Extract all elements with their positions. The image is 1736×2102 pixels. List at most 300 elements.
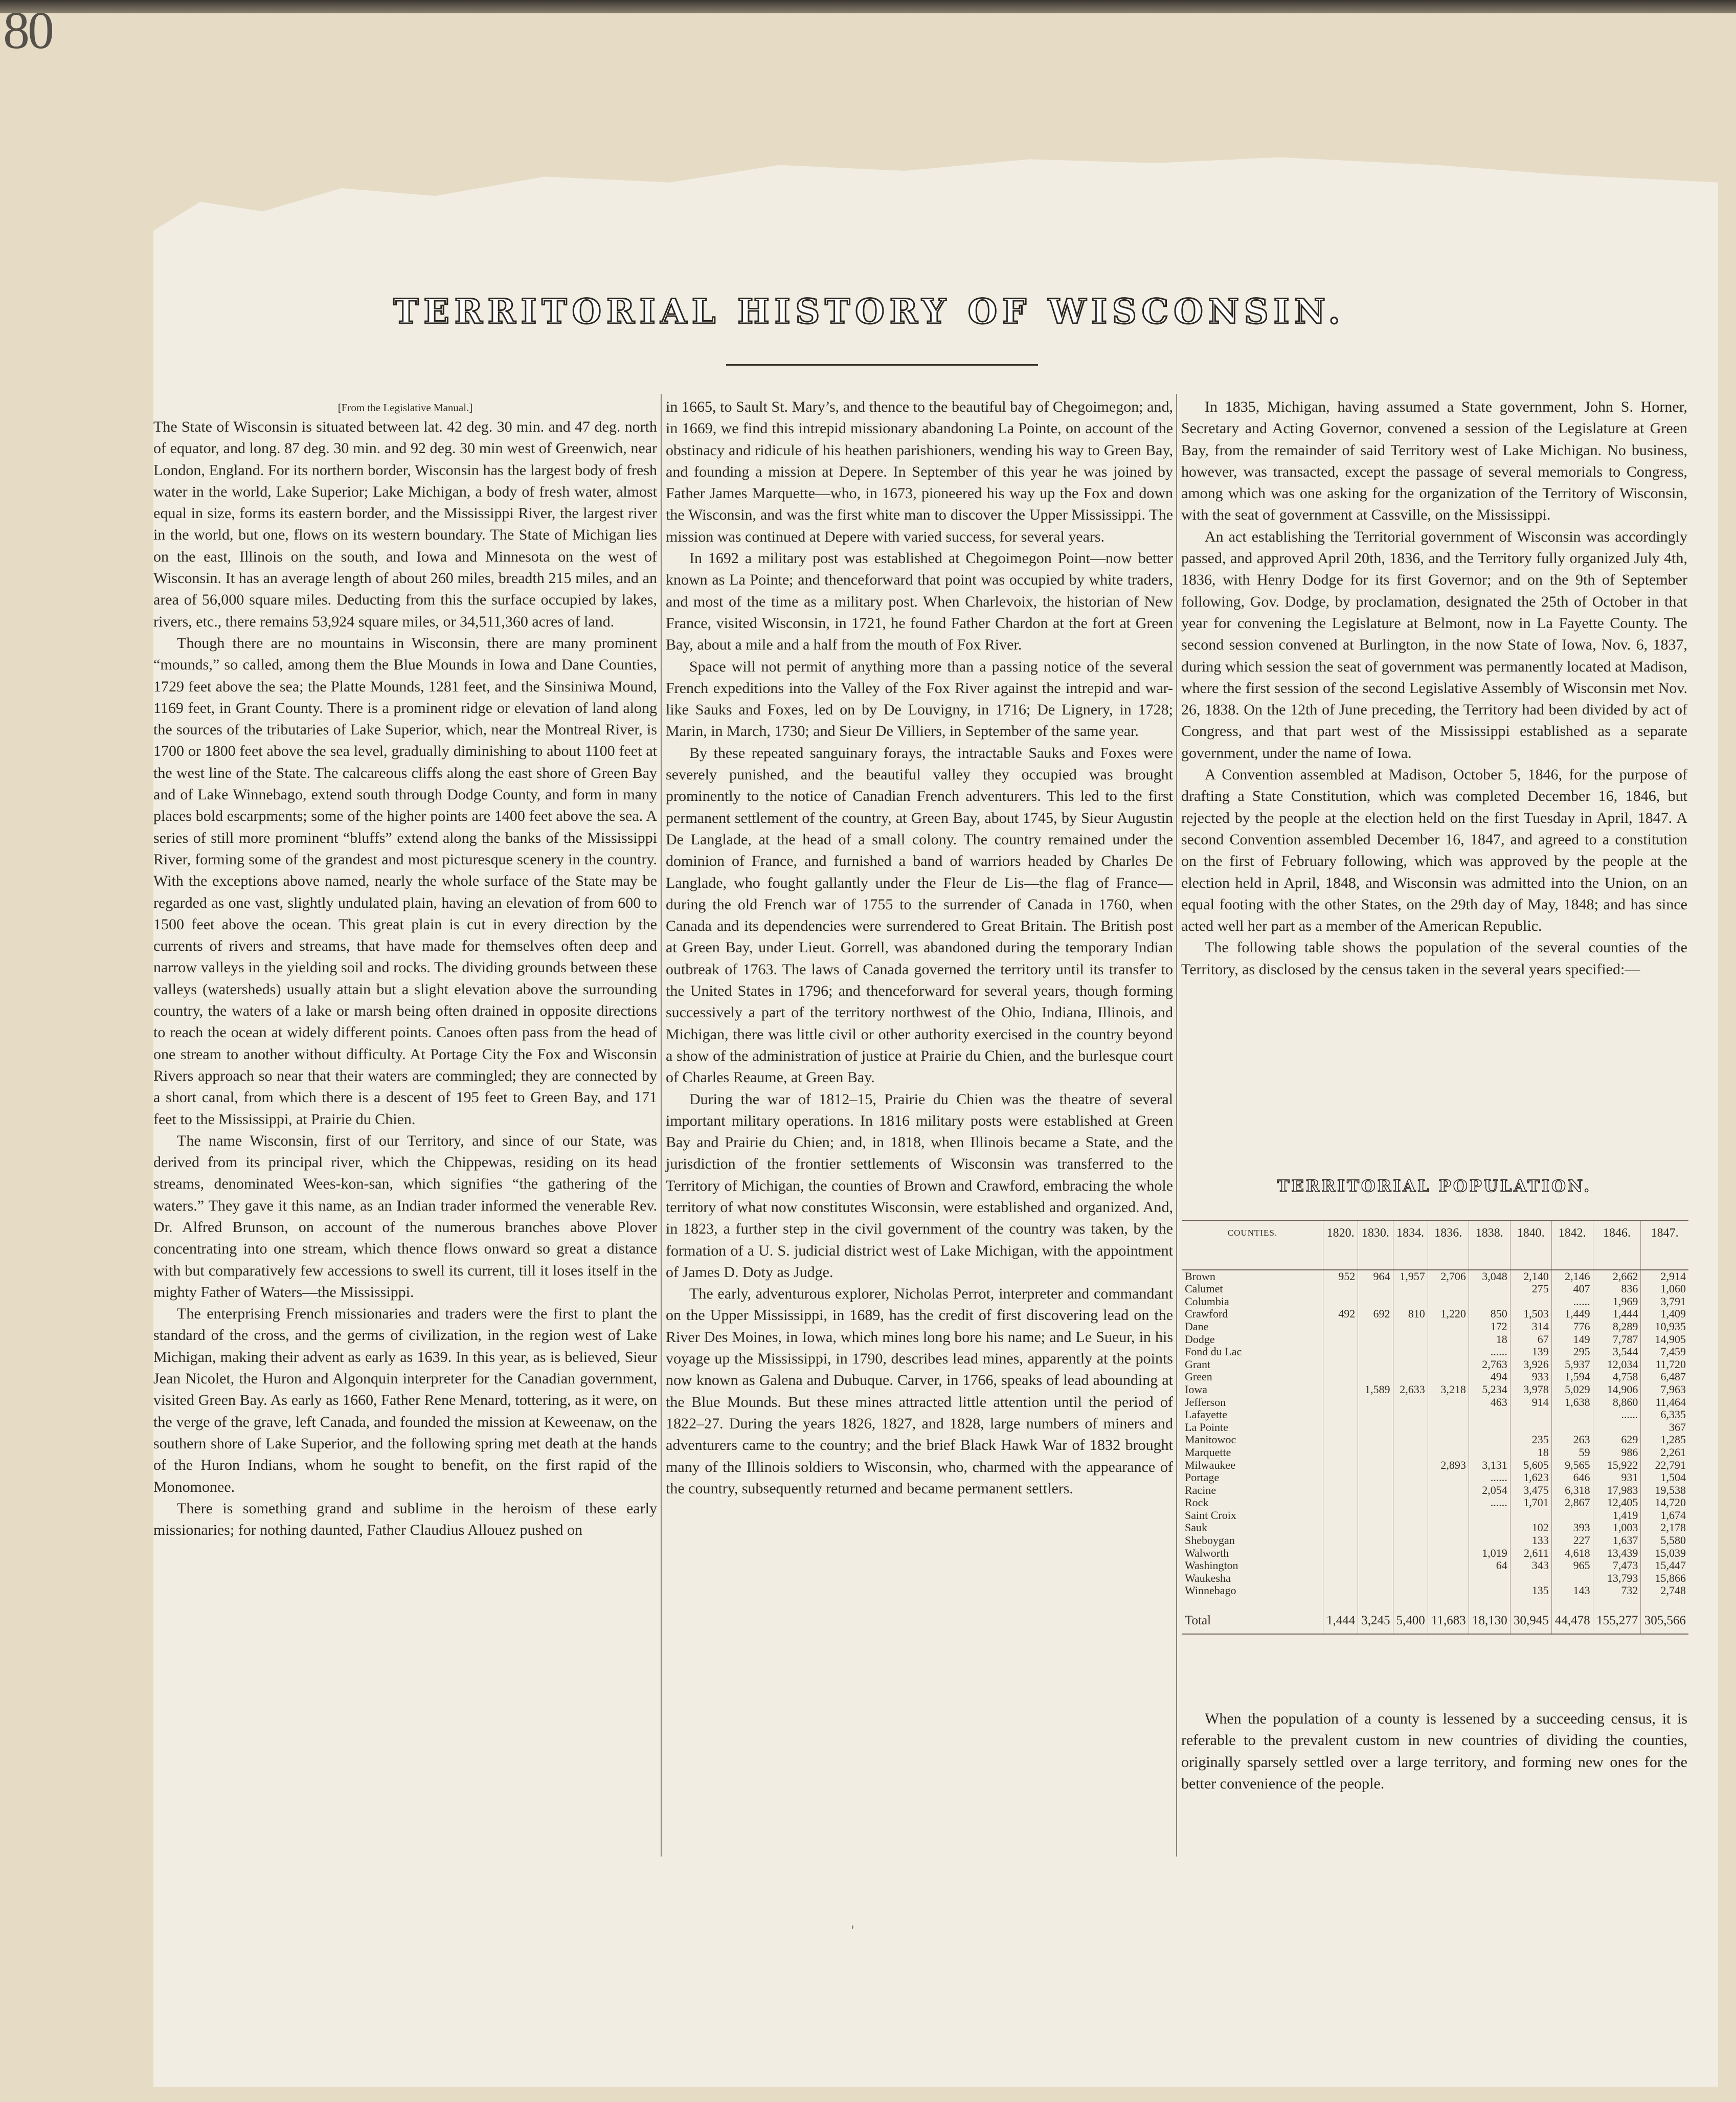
population-cell: 1,701 — [1510, 1496, 1551, 1509]
population-cell — [1393, 1396, 1428, 1409]
population-cell — [1428, 1421, 1469, 1434]
population-cell: 4,758 — [1593, 1371, 1641, 1383]
population-cell — [1428, 1346, 1469, 1358]
population-cell: 6,318 — [1551, 1484, 1593, 1497]
population-cell: 1,409 — [1641, 1308, 1688, 1321]
table-header: 1834. — [1393, 1220, 1428, 1270]
population-cell — [1551, 1509, 1593, 1522]
table-row — [1182, 1584, 1688, 1597]
county-cell: Winnebago — [1185, 1584, 1236, 1597]
column-separator — [1176, 394, 1177, 1857]
county-cell: Crawford — [1185, 1307, 1228, 1321]
population-cell: 1,674 — [1641, 1509, 1688, 1522]
population-cell: 11,683 — [1428, 1609, 1469, 1634]
population-cell: 494 — [1469, 1371, 1510, 1383]
table-row — [1182, 1434, 1688, 1446]
population-cell — [1428, 1446, 1469, 1459]
population-cell: 1,504 — [1641, 1471, 1688, 1484]
text-column-2 — [666, 396, 1173, 1500]
population-cell: 1,623 — [1510, 1471, 1551, 1484]
population-cell: 1,444 — [1593, 1308, 1641, 1321]
population-cell: 6,335 — [1641, 1408, 1688, 1421]
county-cell: Columbia — [1185, 1294, 1229, 1308]
population-cell — [1323, 1509, 1358, 1522]
population-cell — [1358, 1396, 1393, 1409]
population-cell — [1358, 1371, 1393, 1383]
population-cell — [1358, 1283, 1393, 1295]
population-cell — [1323, 1421, 1358, 1434]
population-cell: 11,720 — [1641, 1358, 1688, 1371]
population-cell: 1,638 — [1551, 1396, 1593, 1409]
population-cell — [1469, 1446, 1510, 1459]
population-cell: 1,594 — [1551, 1371, 1593, 1383]
population-cell — [1469, 1434, 1510, 1446]
population-cell: 227 — [1551, 1534, 1593, 1547]
table-row — [1182, 1572, 1688, 1585]
paragraph: The following table shows the population of the several counties of the Territory, as disclosed by the census taken in the several years specified:— — [1181, 939, 1687, 978]
population-cell: 139 — [1510, 1346, 1551, 1358]
population-cell: 12,034 — [1593, 1358, 1641, 1371]
county-cell: Washington — [1185, 1559, 1238, 1572]
paragraph: The name Wisconsin, first of our Territory, and since of our State, was derived from its principal river, which the Chippewas, residing on its head streams, denominated Wees-kon-san, which signifies “the gathering of the waters.” They gave it this name, as an Indian trader informed the venerable Rev. Dr. Alfred Brunson, on account of the numerous branches above Plover concentrating into one stream, which thence flows onward so great a distance with but comparatively few accessions to swell its current, till it loses itself in the mighty Father of Waters—the Mississippi. — [153, 1132, 657, 1301]
population-cell: 235 — [1510, 1434, 1551, 1446]
population-cell — [1358, 1321, 1393, 1333]
population-cell — [1428, 1559, 1469, 1572]
paragraph: In 1692 a military post was established at Chegoimegon Point—now better known as La Pointe; and thenceforward that point was occupied by white traders, and most of the time as a military post. When Charlevoix, the historian of New France, visited Wisconsin, in 1721, he found Father Chardon at the fort at Green Bay, about a mile and a half from the mouth of Fox River. — [666, 550, 1173, 654]
population-cell — [1469, 1522, 1510, 1534]
spacer-cell — [1358, 1597, 1393, 1609]
population-cell: 5,605 — [1510, 1459, 1551, 1472]
population-cell: 986 — [1593, 1446, 1641, 1459]
table-row — [1182, 1283, 1688, 1295]
population-cell: 2,611 — [1510, 1547, 1551, 1560]
population-cell: 15,866 — [1641, 1572, 1688, 1585]
population-cell: 3,544 — [1593, 1346, 1641, 1358]
population-cell: 143 — [1551, 1584, 1593, 1597]
population-cell — [1358, 1346, 1393, 1358]
population-cell: 15,447 — [1641, 1559, 1688, 1572]
population-cell — [1393, 1509, 1428, 1522]
table-row — [1182, 1522, 1688, 1534]
paragraph: A Convention assembled at Madison, October 5, 1846, for the purpose of drafting a State Constitution, which was completed December 16, 1846, but rejected by the people at the election held on the first Tuesday in April, 1847. A second Convention assembled December 16, 1847, and agreed to a constitution on the first of February following, which was approved by the people at the election held in April, 1848, and Wisconsin was admitted into the Union, on an equal footing with the other States, on the 29th day of May, 1848; and has since acted well her part as a member of the American Republic. — [1181, 766, 1687, 935]
population-cell: 836 — [1593, 1283, 1641, 1295]
population-cell: 2,748 — [1641, 1584, 1688, 1597]
population-cell — [1323, 1496, 1358, 1509]
population-cell: 9,565 — [1551, 1459, 1593, 1472]
population-cell — [1358, 1584, 1393, 1597]
table-row — [1182, 1484, 1688, 1497]
table-row — [1182, 1496, 1688, 1509]
population-cell: 13,439 — [1593, 1547, 1641, 1560]
table-row — [1182, 1534, 1688, 1547]
text-column-3 — [1181, 396, 1687, 980]
county-cell: Calumet — [1185, 1282, 1223, 1295]
population-cell — [1323, 1295, 1358, 1308]
population-cell: 1,957 — [1393, 1270, 1428, 1283]
population-cell — [1393, 1471, 1428, 1484]
population-cell — [1593, 1421, 1641, 1434]
paragraph: Though there are no mountains in Wisconsin, there are many prominent “mounds,” so called, among them the Blue Mounds in Iowa and Dane Counties, 1729 feet above the sea; the Platte Mounds, 1281 feet, and the Sinsiniwa Mound, 1169 feet, in Grant County. There is a prominent ridge or elevation of land along the sources of the tributaries of Lake Superior, which, near the Montreal River, is 1700 or 1800 feet above the sea level, gradually diminishing to about 1100 feet at the west line of the State. The calcareous cliffs along the east shore of Green Bay and of Lake Winnebago, extend south through Dodge County, and form in many places bold escarpments; some of the higher points are 1400 feet above the sea. A series of still more prominent “bluffs” extend along the banks of the Mississippi River, forming some of the grandest and most picturesque scenery in the country. With the exceptions above named, nearly the whole surface of the State may be regarded as one vast, slightly undulated plain, having an elevation of from 600 to 1500 feet above the ocean. This great plain is cut in every direction by the currents of rivers and streams, that have made for themselves often deep and narrow valleys in the yielding soil and rocks. The dividing grounds between these valleys (watersheds) usually attain but a slight elevation above the surrounding country, the waters of a lake or marsh being often drained in opposite directions to reach the ocean at widely different points. Canoes often pass from the head of one stream to another without difficulty. At Portage City the Fox and Wisconsin Rivers approach so near that their waters are commingled; they are connected by a short canal, from which there is a descent of 195 feet to Green Bay, and 171 feet to the Mississippi, at Prairie du Chien. — [153, 634, 657, 1128]
population-cell: 1,637 — [1593, 1534, 1641, 1547]
population-cell — [1393, 1496, 1428, 1509]
population-cell: 7,473 — [1593, 1559, 1641, 1572]
population-cell — [1428, 1572, 1469, 1585]
population-cell — [1428, 1371, 1469, 1383]
population-cell: 44,478 — [1551, 1609, 1593, 1634]
population-cell — [1428, 1509, 1469, 1522]
population-cell — [1393, 1459, 1428, 1472]
population-cell: 172 — [1469, 1321, 1510, 1333]
text-column-1 — [153, 399, 657, 1541]
population-cell — [1428, 1283, 1469, 1295]
population-cell — [1323, 1534, 1358, 1547]
population-cell — [1358, 1496, 1393, 1509]
population-cell: 263 — [1551, 1434, 1593, 1446]
population-cell — [1428, 1584, 1469, 1597]
county-cell: Milwaukee — [1185, 1458, 1235, 1471]
county-cell: La Pointe — [1185, 1420, 1228, 1434]
population-cell: 1,419 — [1593, 1509, 1641, 1522]
population-cell — [1323, 1522, 1358, 1534]
table-header: 1840. — [1510, 1220, 1551, 1270]
source-note: [From the Legislative Manual.] — [337, 401, 473, 414]
population-cell — [1323, 1559, 1358, 1572]
table-row — [1182, 1408, 1688, 1421]
population-cell: 850 — [1469, 1308, 1510, 1321]
population-cell: 7,459 — [1641, 1346, 1688, 1358]
population-cell: 149 — [1551, 1333, 1593, 1346]
population-cell — [1393, 1434, 1428, 1446]
population-cell — [1358, 1559, 1393, 1572]
table-row — [1182, 1471, 1688, 1484]
population-cell — [1323, 1321, 1358, 1333]
population-cell: 155,277 — [1593, 1609, 1641, 1634]
page-top-edge — [0, 0, 1736, 13]
population-cell — [1323, 1283, 1358, 1295]
population-cell: ...... — [1469, 1471, 1510, 1484]
population-cell — [1358, 1522, 1393, 1534]
spacer-cell — [1510, 1597, 1551, 1609]
population-cell: 2,662 — [1593, 1270, 1641, 1283]
population-cell — [1469, 1572, 1510, 1585]
table-row — [1182, 1547, 1688, 1560]
population-cell: 732 — [1593, 1584, 1641, 1597]
population-cell — [1358, 1572, 1393, 1585]
table-row — [1182, 1421, 1688, 1434]
spacer-cell — [1428, 1597, 1469, 1609]
population-cell — [1323, 1371, 1358, 1383]
population-cell — [1393, 1283, 1428, 1295]
paragraph: By these repeated sanguinary forays, the intractable Sauks and Foxes were severely punished, and the beautiful valley they occupied was brought prominently to the notice of Canadian French adventurers. This led to the first permanent settlement of the country, at Green Bay, about 1745, by Sieur Augustin De Langlade, at the head of a small colony. The country remained under the dominion of France, and furnished a band of warriors headed by Charles De Langlade, who fought gallantly under the Fleur de Lis—the flag of France—during the old French war of 1755 to the surrender of Canada in 1760, when Canada and its dependencies were surrendered to Great Britain. The British post at Green Bay, under Lieut. Gorrell, was abandoned during the temporary Indian outbreak of 1763. The laws of Canada governed the territory until its transfer to the United States in 1796; and thenceforward for several years, though forming successively a part of the territory northwest of the Ohio, Indiana, Illinois, and Michigan, there was little civil or other authority exercised in the country beyond a show of the administration of justice at Prairie du Chien, and the burlesque court of Charles Reaume, at Green Bay. — [666, 744, 1173, 1086]
table-row — [1182, 1371, 1688, 1383]
population-cell: 8,289 — [1593, 1321, 1641, 1333]
population-cell: 10,935 — [1641, 1321, 1688, 1333]
population-cell: 2,706 — [1428, 1270, 1469, 1283]
population-cell — [1428, 1321, 1469, 1333]
population-cell — [1428, 1522, 1469, 1534]
spacer-cell — [1182, 1597, 1323, 1609]
population-cell: 3,475 — [1510, 1484, 1551, 1497]
population-cell: ...... — [1469, 1496, 1510, 1509]
population-cell — [1551, 1421, 1593, 1434]
paragraph: The enterprising French missionaries and traders were the first to plant the standard of the cross, and the germs of civilization, in the region west of Lake Michigan, making their advent as early as 1639. In this year, as is believed, Sieur Jean Nicolet, the Huron and Algonquin interpreter for the Canadian government, visited Green Bay. As early as 1660, Father Rene Menard, tottering, as it were, on the verge of the grave, left Canada, and founded the mission at Keweenaw, on the southern shore of Lake Superior, and the following spring met death at the hands of the Huron Indians, whom he sought to benefit, on the first rapid of the Monomonee. — [153, 1305, 657, 1495]
county-cell: Grant — [1185, 1357, 1211, 1371]
table-row — [1182, 1270, 1688, 1283]
population-cell — [1323, 1584, 1358, 1597]
population-cell: ...... — [1593, 1408, 1641, 1421]
population-cell: 5,937 — [1551, 1358, 1593, 1371]
population-cell — [1393, 1534, 1428, 1547]
population-cell: 1,019 — [1469, 1547, 1510, 1560]
population-cell — [1393, 1484, 1428, 1497]
county-cell: Lafayette — [1185, 1408, 1228, 1421]
population-cell: 19,538 — [1641, 1484, 1688, 1497]
paragraph: in 1665, to Sault St. Mary’s, and thence to the beautiful bay of Chegoimegon; and, in 1669, we find this intrepid missionary abandoning La Pointe, on account of the obstinacy and ridicule of his heathen parishioners, wending his way to Green Bay, and founding a mission at Depere. In September of this year he was joined by Father James Marquette—who, in 1673, pioneered his way up the Fox and down the Wisconsin, and was the first white man to discover the Upper Mississippi. The mission was continued at Depere with varied success, for several years. — [666, 398, 1173, 545]
county-cell: Brown — [1185, 1269, 1215, 1283]
county-cell: Marquette — [1185, 1445, 1231, 1459]
population-cell — [1358, 1446, 1393, 1459]
title-rule — [726, 364, 1038, 366]
population-cell: 6,487 — [1641, 1371, 1688, 1383]
population-cell: 18 — [1510, 1446, 1551, 1459]
paragraph: Space will not permit of anything more than a passing notice of the several French expeditions into the Valley of the Fox River against the intrepid and war-like Sauks and Foxes, led on by De Louvigny, in 1716; De Lignery, in 1728; Marin, in March, 1730; and Sieur De Villiers, in September of the same year. — [666, 658, 1173, 740]
paragraph: During the war of 1812–15, Prairie du Chien was the theatre of several important military operations. In 1816 military posts were established at Green Bay and Prairie du Chien; and, in 1818, when Illinois became a State, and the jurisdiction of the frontier settlements of Wisconsin was transferred to the Territory of Michigan, the counties of Brown and Crawford, embracing the whole territory of what now constitutes Wisconsin, were established and organized. And, in 1823, a further step in the civil government of the country was taken, by the formation of a U. S. judicial district west of Lake Michigan, with the appointment of James D. Doty as Judge. — [666, 1090, 1173, 1281]
population-cell — [1323, 1484, 1358, 1497]
population-cell — [1323, 1434, 1358, 1446]
population-cell: 952 — [1323, 1270, 1358, 1283]
population-cell: 367 — [1641, 1421, 1688, 1434]
population-cell — [1358, 1471, 1393, 1484]
population-cell — [1358, 1509, 1393, 1522]
population-cell: 1,444 — [1323, 1609, 1358, 1634]
population-cell: 5,029 — [1551, 1383, 1593, 1396]
population-cell — [1469, 1408, 1510, 1421]
paragraph: An act establishing the Territorial government of Wisconsin was accordingly passed, and approved April 20th, 1836, and the Territory fully organized July 4th, 1836, with Henry Dodge for its first Governor; and on the 9th of September following, Gov. Dodge, by proclamation, designated the 25th of October in that year for convening the Legislature at Belmont, now in La Fayette County. The second session convened at Burlington, in the now State of Iowa, Nov. 6, 1837, during which session the seat of government was permanently located at Madison, where the first session of the second Legislative Assembly of Wisconsin met Nov. 26, 1838. On the 12th of June preceding, the Territory had been divided by act of Congress, and that part west of the Mississippi established as a separate government, under the name of Iowa. — [1181, 528, 1687, 762]
population-cell: 18 — [1469, 1333, 1510, 1346]
population-cell: 463 — [1469, 1396, 1510, 1409]
population-cell: 64 — [1469, 1559, 1510, 1572]
spacer-cell — [1323, 1597, 1358, 1609]
population-cell — [1323, 1358, 1358, 1371]
population-cell: 646 — [1551, 1471, 1593, 1484]
population-cell: 275 — [1510, 1283, 1551, 1295]
population-cell: 295 — [1551, 1346, 1593, 1358]
table-row — [1182, 1559, 1688, 1572]
table-row — [1182, 1383, 1688, 1396]
population-cell — [1510, 1408, 1551, 1421]
population-cell — [1469, 1421, 1510, 1434]
population-cell: 776 — [1551, 1321, 1593, 1333]
population-cell — [1428, 1333, 1469, 1346]
county-cell: Fond du Lac — [1185, 1345, 1242, 1358]
population-cell: 3,218 — [1428, 1383, 1469, 1396]
county-cell: Green — [1185, 1370, 1212, 1383]
population-cell: 15,922 — [1593, 1459, 1641, 1472]
population-cell — [1323, 1396, 1358, 1409]
spacer-cell — [1551, 1597, 1593, 1609]
population-cell: 7,963 — [1641, 1383, 1688, 1396]
population-cell: 692 — [1358, 1308, 1393, 1321]
population-cell: 931 — [1593, 1471, 1641, 1484]
population-cell: ...... — [1469, 1346, 1510, 1358]
population-cell — [1428, 1358, 1469, 1371]
population-cell: 2,914 — [1641, 1270, 1688, 1283]
county-cell: Racine — [1185, 1483, 1216, 1496]
population-cell: 3,131 — [1469, 1459, 1510, 1472]
population-cell: 2,140 — [1510, 1270, 1551, 1283]
population-cell: 393 — [1551, 1522, 1593, 1534]
population-cell: 914 — [1510, 1396, 1551, 1409]
population-cell — [1469, 1509, 1510, 1522]
population-cell — [1358, 1295, 1393, 1308]
population-cell: 3,791 — [1641, 1295, 1688, 1308]
table-body — [1182, 1270, 1688, 1634]
table-title: TERRITORIAL POPULATION. — [1277, 1176, 1592, 1196]
population-cell — [1428, 1484, 1469, 1497]
population-cell: 2,054 — [1469, 1484, 1510, 1497]
population-cell — [1469, 1295, 1510, 1308]
table-row — [1182, 1509, 1688, 1522]
population-cell: 933 — [1510, 1371, 1551, 1383]
page-title: TERRITORIAL HISTORY OF WISCONSIN. — [393, 292, 1345, 331]
population-cell — [1393, 1333, 1428, 1346]
table-header: 1847. — [1641, 1220, 1688, 1270]
population-cell — [1358, 1534, 1393, 1547]
population-cell: 305,566 — [1641, 1609, 1688, 1634]
table-row — [1182, 1346, 1688, 1358]
population-cell — [1510, 1421, 1551, 1434]
bottom-note: When the population of a county is lessened by a succeeding census, it is referable to the prevalent custom in new countries of dividing the counties, originally sparsely settled over a large territory, and forming new ones for the better convenience of the people. — [1181, 1710, 1687, 1792]
population-cell: 15,039 — [1641, 1547, 1688, 1560]
population-cell — [1469, 1584, 1510, 1597]
population-table — [1182, 1220, 1688, 1635]
table-row — [1182, 1333, 1688, 1346]
spacer-cell — [1393, 1597, 1428, 1609]
stray-mark: ' — [851, 1923, 854, 1939]
population-cell: 407 — [1551, 1283, 1593, 1295]
population-cell — [1393, 1408, 1428, 1421]
population-cell — [1358, 1459, 1393, 1472]
population-cell — [1393, 1295, 1428, 1308]
population-cell: 314 — [1510, 1321, 1551, 1333]
population-cell: 1,589 — [1358, 1383, 1393, 1396]
population-cell — [1428, 1534, 1469, 1547]
population-cell — [1323, 1459, 1358, 1472]
population-cell: 2,867 — [1551, 1496, 1593, 1509]
population-cell — [1393, 1572, 1428, 1585]
table-row — [1182, 1295, 1688, 1308]
spacer-cell — [1469, 1597, 1510, 1609]
population-cell: 2,261 — [1641, 1446, 1688, 1459]
county-cell: Saint Croix — [1185, 1508, 1236, 1522]
table-header: COUNTIES. — [1182, 1220, 1323, 1270]
table-row — [1182, 1321, 1688, 1333]
population-cell: 3,048 — [1469, 1270, 1510, 1283]
population-cell — [1428, 1396, 1469, 1409]
population-cell: 7,787 — [1593, 1333, 1641, 1346]
population-cell — [1428, 1496, 1469, 1509]
population-cell: 1,060 — [1641, 1283, 1688, 1295]
population-cell: 11,464 — [1641, 1396, 1688, 1409]
population-cell — [1393, 1522, 1428, 1534]
table-row — [1182, 1446, 1688, 1459]
population-cell: 102 — [1510, 1522, 1551, 1534]
paragraph: The State of Wisconsin is situated between lat. 42 deg. 30 min. and 47 deg. north of equator, and long. 87 deg. 30 min. and 92 deg. 30 min west of Greenwich, near London, England. For its northern border, Wisconsin has the largest body of fresh water in the world, Lake Superior; Lake Michigan, a body of fresh water, almost equal in size, forms its eastern border, and the Mississippi River, the largest river in the world, but one, flows on its western boundary. The State of Michigan lies on the east, Illinois on the south, and Iowa and Minnesota on the west of Wisconsin. It has an average length of about 260 miles, breadth 215 miles, and an area of 56,000 square miles. Deducting from this the surface occupied by lakes, rivers, etc., there remains 53,924 square miles, or 34,511,360 acres of land. — [153, 418, 657, 630]
population-cell: 14,720 — [1641, 1496, 1688, 1509]
population-cell — [1510, 1572, 1551, 1585]
population-cell — [1428, 1547, 1469, 1560]
population-cell — [1393, 1421, 1428, 1434]
table-header: 1846. — [1593, 1220, 1641, 1270]
population-cell — [1510, 1509, 1551, 1522]
population-cell — [1393, 1559, 1428, 1572]
table-header: 1842. — [1551, 1220, 1593, 1270]
population-cell — [1323, 1408, 1358, 1421]
population-cell: 1,003 — [1593, 1522, 1641, 1534]
population-cell — [1323, 1572, 1358, 1585]
population-cell — [1358, 1358, 1393, 1371]
table-header-row — [1182, 1220, 1688, 1270]
population-cell: 1,503 — [1510, 1308, 1551, 1321]
population-cell — [1393, 1346, 1428, 1358]
population-cell: 2,146 — [1551, 1270, 1593, 1283]
table-total-row — [1182, 1609, 1688, 1634]
population-cell: 30,945 — [1510, 1609, 1551, 1634]
table-row — [1182, 1308, 1688, 1321]
table-row — [1182, 1358, 1688, 1371]
population-cell: 13,793 — [1593, 1572, 1641, 1585]
population-cell — [1428, 1408, 1469, 1421]
population-cell: 1,449 — [1551, 1308, 1593, 1321]
population-cell — [1393, 1321, 1428, 1333]
population-cell: 629 — [1593, 1434, 1641, 1446]
table-row — [1182, 1396, 1688, 1409]
population-cell — [1393, 1547, 1428, 1560]
population-cell — [1323, 1547, 1358, 1560]
county-cell: Rock — [1185, 1496, 1209, 1509]
population-cell — [1358, 1421, 1393, 1434]
page-number: 80 — [3, 1, 52, 60]
population-cell: 14,906 — [1593, 1383, 1641, 1396]
population-cell — [1428, 1295, 1469, 1308]
county-cell: Dane — [1185, 1320, 1209, 1333]
population-cell: 810 — [1393, 1308, 1428, 1321]
population-cell: 14,905 — [1641, 1333, 1688, 1346]
population-cell: 12,405 — [1593, 1496, 1641, 1509]
population-cell: 2,178 — [1641, 1522, 1688, 1534]
population-cell: 67 — [1510, 1333, 1551, 1346]
population-cell — [1358, 1484, 1393, 1497]
county-cell: Sauk — [1185, 1521, 1207, 1534]
paragraph: In 1835, Michigan, having assumed a State government, John S. Horner, Secretary and Acting Governor, convened a session of the Legislature at Green Bay, from the remainder of said Territory west of Lake Michigan. No business, however, was transacted, except the passage of several memorials to Congress, among which was one asking for the organization of the Territory of Wisconsin, with the seat of government at Cassville, on the Mississippi. — [1181, 398, 1687, 524]
paragraph: There is something grand and sublime in the heroism of these early missionaries; for nothing daunted, Father Claudius Allouez pushed on — [153, 1500, 657, 1539]
population-cell — [1358, 1547, 1393, 1560]
spacer-cell — [1593, 1597, 1641, 1609]
county-cell: Portage — [1185, 1471, 1220, 1484]
table-spacer-row — [1182, 1597, 1688, 1609]
population-cell — [1393, 1584, 1428, 1597]
population-cell: 3,245 — [1358, 1609, 1393, 1634]
population-cell: 59 — [1551, 1446, 1593, 1459]
population-cell: 965 — [1551, 1559, 1593, 1572]
population-cell — [1393, 1446, 1428, 1459]
population-cell — [1358, 1434, 1393, 1446]
population-cell: ...... — [1551, 1295, 1593, 1308]
spacer-cell — [1641, 1597, 1688, 1609]
population-cell — [1469, 1534, 1510, 1547]
population-cell: 135 — [1510, 1584, 1551, 1597]
county-cell: Manitowoc — [1185, 1433, 1236, 1446]
